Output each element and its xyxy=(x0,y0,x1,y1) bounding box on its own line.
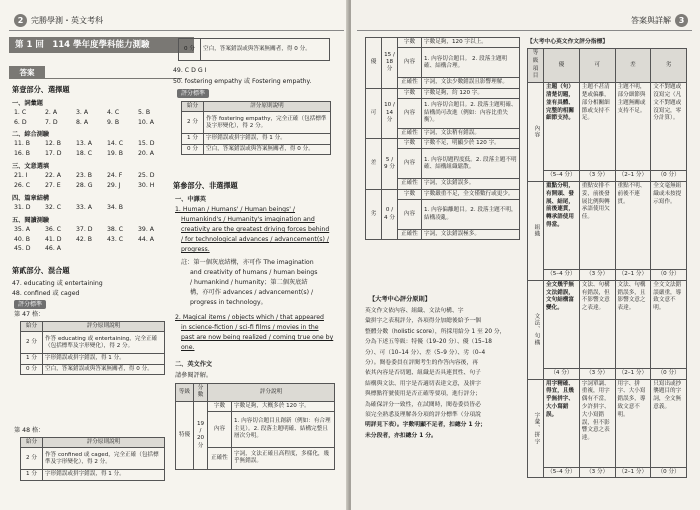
translation-1-note: and creativity of humans / human beings xyxy=(190,269,318,276)
answer-item: 29. J xyxy=(107,181,121,189)
essay-score-cell: 0 / 4 分 xyxy=(382,189,398,240)
essay-desc-cell: 1. 內容切合題目。2. 段落主題明確、結構尚可改進（例如：內容比重失衡）。 xyxy=(422,98,520,128)
rubric-cell: 用字、拼字、大小寫錯誤多，導致文意不明。 xyxy=(615,379,651,467)
q48-continued-table xyxy=(178,38,330,61)
page-number: 3 xyxy=(675,14,688,27)
rubric-tag-50: 評分標準 xyxy=(177,89,209,98)
note-line: 英文作文依內容、組織、文法句構、字 xyxy=(365,308,464,314)
answer-item: 1. C xyxy=(14,109,27,116)
essay-grade-cell: 差 xyxy=(366,139,382,190)
answer-grid-cloze xyxy=(14,139,169,158)
essay-item-cell: 字數 xyxy=(208,401,232,411)
rubric-cell: 文不對題或沒寫完（凡文不對題或沒寫完，零分計算）。 xyxy=(651,83,687,171)
col-score: 給分 xyxy=(182,102,204,112)
answer-item: 32. C xyxy=(45,204,62,211)
translation-2-line: one. xyxy=(181,344,195,351)
translation-1-note: 構，亦可作 advances / advancement(s) / xyxy=(190,289,314,296)
rubric-cell: 作答 confined 或 caged，完全正確（包括標準及字形變化），得 2 分。 xyxy=(43,448,165,470)
rubric-category: 字彙、拼字 xyxy=(528,379,544,478)
essay-grade-table-continued xyxy=(365,37,520,240)
note-line: 整體分數（holistic score），所採用給分 1 至 20 分， xyxy=(365,328,506,335)
answer-item: 12. B xyxy=(45,140,62,147)
essay-desc-cell: 字詞，文法稍有錯誤。 xyxy=(422,128,520,138)
translation-title: 一、中譯英 xyxy=(175,196,206,203)
rubric-points: （4 分） xyxy=(544,368,580,379)
rubric-points: （5–4 分） xyxy=(544,269,580,280)
rubric-points: （0 分） xyxy=(651,171,687,182)
q47-answer: 47. educating 或 entertaining xyxy=(12,280,103,287)
writing-rubric-table xyxy=(527,48,687,478)
score-cell: 2 分 xyxy=(21,448,43,470)
essay-grade-cell: 可 xyxy=(366,88,382,139)
col-score: 給分 xyxy=(21,438,43,448)
rubric-cell: 空白，答案錯誤或與答案無關者，得 0 分。 xyxy=(43,364,165,374)
rubric-category: 組織 xyxy=(528,181,544,280)
answer-item: 4. C xyxy=(107,109,120,116)
answer-item: 21. I xyxy=(14,172,28,179)
answer-item: 22. A xyxy=(45,172,62,179)
rubric-header-cell: 可 xyxy=(579,49,615,83)
rubric-cell: 文法、句構有錯誤，但不影響文意之表達。 xyxy=(579,280,615,368)
rubric-points: （2–1 分） xyxy=(615,269,651,280)
essay-col-grade: 等級 xyxy=(176,384,194,402)
answer-item: 28. G xyxy=(76,181,93,189)
answer-item: 13. A xyxy=(76,140,93,147)
answer-item: 16. B xyxy=(14,149,31,157)
essay-col-desc: 評分說明 xyxy=(208,384,335,402)
answer-item: 30. H xyxy=(138,181,155,189)
part3-title: 第參部分、非選擇題 xyxy=(173,181,238,190)
q48-answer: 48. confined 或 caged xyxy=(12,290,80,297)
col-score: 給分 xyxy=(21,322,43,332)
answer-item: 11. B xyxy=(14,140,31,147)
answer-item: 25. D xyxy=(138,172,155,179)
answer-item: 37. D xyxy=(76,226,93,233)
score-cell: 0 分 xyxy=(21,364,43,374)
answer-item: 14. C xyxy=(107,140,124,147)
rubric-points: （3 分） xyxy=(579,269,615,280)
answer-item: 41. D xyxy=(45,235,62,243)
essay-desc-cell: 字詞，文法錯誤極多。 xyxy=(422,230,520,240)
answer-item: 10. A xyxy=(138,118,155,126)
answer-item: 19. B xyxy=(107,149,124,157)
answer-item: 39. A xyxy=(138,226,155,233)
essay-item-cell: 字數 xyxy=(398,38,422,48)
rubric-cell: 作答 educating 或 entertaining，完全正確（包括標準及字形變化），得 2 分。 xyxy=(43,332,165,354)
rubric-points: （3 分） xyxy=(579,171,615,182)
q50-rubric-table xyxy=(181,101,331,155)
col-rubric: 評分原則說明 xyxy=(43,438,165,448)
essay-item-cell: 內容 xyxy=(398,48,422,78)
exam-title: 第 1 回 114 學年度學科能力測驗 xyxy=(9,37,194,53)
header-text: 答案與詳解 xyxy=(631,16,671,25)
essay-col-score: 分數 xyxy=(194,384,208,402)
rubric-cell: 重點分明，有開頭、發展、結尾，前後連貫，轉承語使用得當。 xyxy=(544,181,580,269)
rubric-cell: 全文文法錯誤嚴重，導致文意不明。 xyxy=(651,280,687,368)
s5-title: 五、閱讀測驗 xyxy=(12,217,50,224)
essay-item-cell: 字數 xyxy=(398,189,422,199)
essay-desc-cell: 字數足夠，120 字以上。 xyxy=(422,38,520,48)
essay-item-cell: 內容 xyxy=(398,149,422,179)
essay-desc-cell: 字詞，文法錯誤多。 xyxy=(422,179,520,189)
translation-2-line: in science-fiction / sci-fi films / movies in the xyxy=(181,324,319,331)
note-line: 分）、可（10–14 分）、差（5–9 分）、劣（0–4 xyxy=(365,349,486,356)
essay-item-cell: 字數 xyxy=(398,88,422,98)
answer-item: 7. D xyxy=(45,118,58,126)
essay-item-cell: 內容 xyxy=(208,411,232,447)
answer-item: 18. C xyxy=(76,149,93,157)
col-rubric: 評分原則說明 xyxy=(204,102,331,112)
rubric-tag-47: 評分標準 xyxy=(14,300,46,309)
q48-rubric-table xyxy=(20,437,165,481)
essay-title: 二、英文作文 xyxy=(175,361,213,368)
answer-item: 20. A xyxy=(138,149,155,157)
rubric-cell: 字詞單調、重複，用字偶有不當，少許拼字、大小寫錯誤，但不影響文意之表達。 xyxy=(579,379,615,467)
note-line: 分為下述五等級：特優（19–20 分）、優（15–18 xyxy=(365,339,492,346)
rubric-cell: 全文毫無組織或未按提示寫作。 xyxy=(651,181,687,269)
essay-score-cell: 10 / 14 分 xyxy=(382,88,398,139)
rubric-category: 文法、句構 xyxy=(528,280,544,379)
essay-desc-cell: 1. 內容偏離題目。2. 段落主題不明，結構凌亂。 xyxy=(422,200,520,230)
rubric-points: （2–1 分） xyxy=(615,368,651,379)
rubric-cell: 空白，答案錯誤或與答案無關者，得 0 分。 xyxy=(204,144,331,154)
answer-item: 38. C xyxy=(107,226,124,233)
rubric-points: （0 分） xyxy=(651,269,687,280)
essay-grade-cell: 優 xyxy=(366,38,382,89)
rubric-header-cell: 差 xyxy=(615,49,651,83)
essay-item-cell: 正確性 xyxy=(398,128,422,138)
s1-title: 一、詞彙題 xyxy=(12,100,43,107)
rubric-cell: 重點不明、前後不連貫。 xyxy=(615,181,651,269)
essay-grade-cell: 劣 xyxy=(366,189,382,240)
score-cell: 0 分 xyxy=(179,39,201,61)
translation-1-line: Humankind's / Humanity's imagination and xyxy=(181,216,315,223)
answer-item: 42. B xyxy=(76,235,93,243)
translation-1-note: / humankind / humanity；第二個灰底結 xyxy=(190,279,308,286)
answer-grid-reading xyxy=(14,225,169,254)
answer-item: 33. A xyxy=(76,204,93,211)
answer-item: 26. C xyxy=(14,181,31,189)
right-page-header xyxy=(631,14,688,27)
answer-grid-vocab xyxy=(14,108,169,127)
answer-grid-structure xyxy=(14,203,169,213)
answer-item: 6. D xyxy=(14,118,27,126)
center-note-title: 【大考中心評分原則】 xyxy=(369,296,431,303)
rubric-cell: 只寫出或抄襲題目的字詞，全文無意義。 xyxy=(651,379,687,467)
translation-1-note: progress in technology。 xyxy=(190,299,267,306)
header-rule xyxy=(9,30,344,31)
page-number: 2 xyxy=(14,14,27,27)
translation-1-line: progress. xyxy=(181,246,210,253)
note-line: 明詳見下表）。字數明顯不足者，扣總分 1 分； xyxy=(365,422,487,429)
score-cell: 1 分 xyxy=(21,470,43,480)
header-text: 完勝學測・英文考科 xyxy=(31,16,103,25)
answer-item: 43. C xyxy=(107,235,124,243)
rubric-points: （0 分） xyxy=(651,368,687,379)
answer-item: 34. B xyxy=(107,204,124,211)
rubric-cell: 字形錯誤或拼字錯誤，得 1 分。 xyxy=(204,134,331,144)
rubric-cell: 用字精確、得宜，且幾乎無拼字、大小寫錯誤。 xyxy=(544,379,580,467)
essay-desc-cell: 字數足夠，大概多於 120 字。 xyxy=(232,401,335,411)
essay-score-cell: 19 / 20 分 xyxy=(194,401,208,469)
rubric-cell: 字形錯誤或拼字錯誤，得 1 分。 xyxy=(43,354,165,364)
essay-desc-cell: 字數嚴重不足，全文僅數行或更少。 xyxy=(422,189,520,199)
right-page xyxy=(351,0,700,510)
note-line: 未分段者，亦扣總分 1 分。 xyxy=(365,432,437,439)
rubric-header-cell: 劣 xyxy=(651,49,687,83)
answer-item: 44. A xyxy=(138,235,155,243)
answer-item: 36. C xyxy=(45,226,62,233)
answer-item: 24. F xyxy=(107,172,123,179)
answer-item: 23. B xyxy=(76,172,93,179)
essay-item-cell: 正確性 xyxy=(398,230,422,240)
score-cell: 1 分 xyxy=(182,134,204,144)
answer-item: 17. D xyxy=(45,149,62,157)
note-line: 為確保評分一致性，在試閱時，閱卷委員皆必 xyxy=(365,401,481,408)
rubric-points: （3 分） xyxy=(579,467,615,478)
note-line: 與標點符號使用是否正確等要項，進行評分； xyxy=(365,391,481,398)
center-note-body xyxy=(365,306,523,441)
rubric-title: 【大考中心英文作文評分指標】 xyxy=(527,39,609,45)
score-cell: 0 分 xyxy=(182,144,204,154)
answer-item: 35. A xyxy=(14,226,31,233)
translation-1-line: / for technological advances / advancement(s) / xyxy=(181,236,329,243)
essay-grade-cell: 特優 xyxy=(176,401,194,469)
rubric-cell: 主題（句）清楚切題，並有具體、完整的相關細節支持。 xyxy=(544,83,580,171)
note-line: 須完全熟悉及理解各分項的評分標準（分項說 xyxy=(365,412,481,419)
rubric-cell: 重點安排不妥，前後發展比例與轉承語使用欠佳。 xyxy=(579,181,615,269)
essay-reference: 請參閱評解。 xyxy=(175,372,213,379)
part1-title: 第壹部分、選擇題 xyxy=(12,85,70,94)
col-rubric: 評分原則說明 xyxy=(43,322,165,332)
translation-1-line: creativity are the greatest driving forces behind xyxy=(181,226,330,233)
answer-item: 5. B xyxy=(138,109,151,116)
score-cell: 2 分 xyxy=(21,332,43,354)
rubric-points: （0 分） xyxy=(651,467,687,478)
rubric-points: （3 分） xyxy=(579,368,615,379)
essay-item-cell: 正確性 xyxy=(398,179,422,189)
answer-item: 40. B xyxy=(14,235,31,243)
note-line: 結構與文法、用字是否適切表達文意，及拼字 xyxy=(365,380,481,387)
essay-item-cell: 字數 xyxy=(398,139,422,149)
note-line: 彙拼字之表現評分，各項得分加總後給予一個 xyxy=(365,318,481,325)
rubric-cell: 空白，答案錯誤或與答案無關者，得 0 分。 xyxy=(201,39,330,61)
essay-item-cell: 內容 xyxy=(398,98,422,128)
rubric-header-cell: 等級 項目 xyxy=(528,49,544,83)
translation-1-line: 1. Human / Humans' / Human beings' / xyxy=(175,206,296,213)
rubric-points: （2–1 分） xyxy=(615,467,651,478)
translation-2-line: 2. Magical items / objects which / that appeared xyxy=(175,314,324,321)
answer-item: 45. D xyxy=(14,245,31,253)
rubric-points: （2–1 分） xyxy=(615,171,651,182)
essay-item-cell: 正確性 xyxy=(398,78,422,88)
q47-label: 第 47 格： xyxy=(14,311,45,318)
left-page-header xyxy=(14,14,103,27)
essay-item-cell: 內容 xyxy=(398,200,422,230)
essay-desc-cell: 字數足夠，約 120 字。 xyxy=(422,88,520,98)
answer-item: 46. A xyxy=(45,245,62,253)
essay-desc-cell: 字數不足，明顯少於 120 字。 xyxy=(422,139,520,149)
rubric-header-cell: 優 xyxy=(544,49,580,83)
rubric-cell: 作答 fostering empathy，完全正確（包括標準及字形變化），得 2 分。 xyxy=(204,112,331,134)
answer-item: 9. B xyxy=(107,118,120,126)
score-cell: 1 分 xyxy=(21,354,43,364)
rubric-cell: 字形錯誤或拼字錯誤，得 1 分。 xyxy=(43,470,165,480)
left-page xyxy=(0,0,349,510)
answer-tab: 答案 xyxy=(9,66,45,79)
answer-item: 15. D xyxy=(138,140,155,147)
answer-item: 27. E xyxy=(45,181,61,189)
rubric-points: （5–4 分） xyxy=(544,467,580,478)
q48-label: 第 48 格： xyxy=(14,427,45,434)
translation-1-note: 註：第一個灰底結構，亦可作 The imagination xyxy=(181,259,314,266)
score-cell: 2 分 xyxy=(182,112,204,134)
essay-desc-cell: 字詞，文法少數錯誤且影響理解。 xyxy=(422,78,520,88)
rubric-category: 內容 xyxy=(528,83,544,182)
answer-grid-fill xyxy=(14,171,169,190)
header-rule xyxy=(357,30,692,31)
answer-item: 8. A xyxy=(76,118,89,126)
essay-score-cell: 15 / 18 分 xyxy=(382,38,398,89)
translation-2-line: past are now being realized / coming true one by xyxy=(181,334,334,341)
answer-item: 3. A xyxy=(76,109,89,116)
q49-answer: 49. C D G I xyxy=(173,67,207,74)
note-line: 依其內容是否切題、組織是否具連貫性、句子 xyxy=(365,370,481,377)
answer-rule xyxy=(9,78,182,79)
q50-answer: 50. fostering empathy 或 Fostering empathy. xyxy=(173,78,312,85)
q47-rubric-table xyxy=(20,321,165,375)
rubric-points: （5–4 分） xyxy=(544,171,580,182)
essay-score-cell: 5 / 9 分 xyxy=(382,139,398,190)
s2-title: 二、綜合測驗 xyxy=(12,131,50,138)
essay-grade-table xyxy=(175,383,335,470)
answer-item: 2. A xyxy=(45,109,58,116)
note-line: 分）。閱卷委員在評閱考生的作答內容後，再 xyxy=(365,360,479,367)
part2-title: 第貳部分、混合題 xyxy=(12,266,70,275)
essay-item-cell: 正確性 xyxy=(208,447,232,469)
s3-title: 三、文意選填 xyxy=(12,163,50,170)
essay-desc-cell: 1. 內容切題程度低。2. 段落主題不明確、結構組織鬆散。 xyxy=(422,149,520,179)
rubric-cell: 文法、句構錯誤多，且影響文意之表達。 xyxy=(615,280,651,368)
rubric-cell: 主題不甚清楚或偏離，部分相關細節或支持不足。 xyxy=(579,83,615,171)
essay-desc-cell: 1. 內容切合題目且創新（例如：有合理主見）。2. 段落主題明確、結構完整且層次分明。 xyxy=(232,411,335,447)
essay-desc-cell: 1. 內容切合題目。 2. 段落主題明確、結構合理。 xyxy=(422,48,520,78)
answer-item: 31. D xyxy=(14,204,31,211)
rubric-cell: 全文幾乎無文法錯誤，文句結構富變化。 xyxy=(544,280,580,368)
s4-title: 四、篇章結構 xyxy=(12,195,50,202)
rubric-cell: 主題不明，部分細節與主題無關或支持不足。 xyxy=(615,83,651,171)
essay-desc-cell: 字詞，文法正確且高程度，多樣化，幾乎無錯誤。 xyxy=(232,447,335,469)
